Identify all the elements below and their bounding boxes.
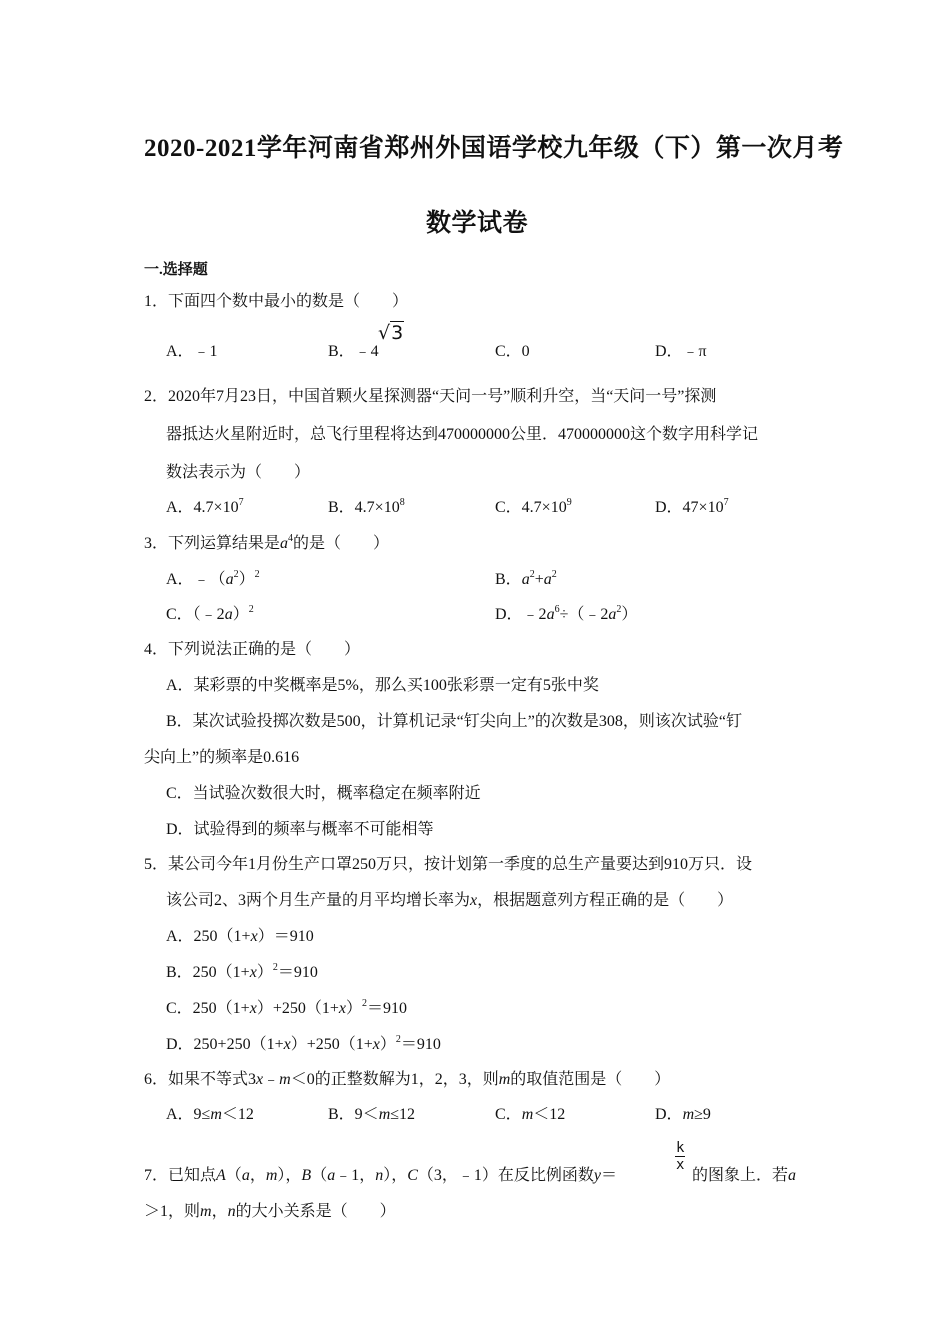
q6-option-a: A．9≤m＜12 [166,1106,254,1123]
q2-stem-line-3: 数法表示为（ ） [166,464,311,481]
q7-fraction-numerator: k [676,1140,685,1156]
q1-option-c: C．0 [495,343,530,360]
q2-option-c [495,498,572,518]
q4-option-b-line-1: B．某次试验投掷次数是500，计算机记录“钉尖向上”的次数是308，则该次试验“钉 [166,713,742,730]
q2-d-exp: 7 [723,497,729,508]
q1-stem: 1．下面四个数中最小的数是（ ） [144,293,409,310]
q3-stem-pre: 3．下列运算结果是 [144,535,281,552]
q6-option-b: B．9＜m≤12 [328,1106,416,1123]
q6-option-c: C．m＜12 [495,1106,566,1123]
q1-radicand: 3 [391,322,404,344]
title-line-2: 数学试卷 [426,210,529,237]
q6-stem-mid: ﹣ [263,1071,280,1088]
q7-fraction [675,1140,685,1173]
q3-stem-exp: 4 [288,533,294,544]
q6-stem-post: ＜0的正整数解为1，2，3，则 [290,1071,499,1088]
q5-line2-post: ，根据题意列方程正确的是（ ） [477,892,734,909]
q5-option-d: D．$250+250(1+x)+250(1+x)^2=910$ [166,1034,441,1053]
q2-option-d [655,498,729,518]
q6-stem-post2: 的取值范围是（ ） [510,1071,671,1088]
q5-option-a: A．250（1+x）＝910 [166,928,314,945]
q7-stem-line-2: ＞1，则m，n的大小关系是（ ） [144,1203,396,1220]
q4-option-c: C．当试验次数很大时，概率稳定在频率附近 [166,785,481,802]
q3-stem-post: 的是（ ） [293,535,390,552]
q5-stem-line-1: 5．某公司今年1月份生产口罩250万只，按计划第一季度的总生产量要达到910万只．设 [144,856,753,873]
q2-a-text: A．4.7×10 [166,499,239,516]
q7-fraction-denominator: x [676,1157,685,1173]
q6-stem: 6．如果不等式3x﹣m＜0的正整数解为1，2，3，则m的取值范围是（ ） [144,1071,671,1088]
q2-option-a [166,498,244,518]
q2-stem-line-1: 2．2020年7月23日，中国首颗火星探测器“天问一号”顺利升空，当“天问一号”探测 [144,388,717,405]
q2-option-b [328,498,405,518]
q2-c-text: C．4.7×10 [495,499,567,516]
q2-stem-line-2: 器抵达火星附近时，总飞行里程将达到470000000公里．470000000这个数字用科学记 [166,426,759,443]
q2-a-exp: 7 [238,497,244,508]
q3-stem-var: a [280,535,289,552]
q4-option-b-line-2: 尖向上”的频率是0.616 [144,749,300,766]
q5-stem-line-2 [166,891,733,911]
title-line-1: 2020-2021学年河南省郑州外国语学校九年级（下）第一次月考 [144,135,844,162]
q1-option-d: D．﹣π [655,343,707,360]
q4-option-a: A．某彩票的中奖概率是5%，那么买100张彩票一定有5张中奖 [166,677,599,694]
q2-c-exp: 9 [566,497,572,508]
q5-line2-pre: 该公司2、3两个月生产量的月平均增长率为 [166,892,471,909]
q6-stem-pre: 6．如果不等式3 [144,1071,257,1088]
q2-b-exp: 8 [399,497,405,508]
q3-option-c: C．（﹣2a）$^2$ [166,604,254,623]
q2-d-text: D．47×10 [655,499,724,516]
q4-option-d: D．试验得到的频率与概率不可能相等 [166,821,434,838]
q3-option-a: A．$﹣(a^2)^2$ [166,569,260,588]
q7-stem-line-1-left: 7．已知点A（a，m），B（a﹣1，n），C（3，﹣1）在反比例函数y＝ [144,1167,618,1184]
q7-line2-end: 的大小关系是（ ） [235,1203,396,1220]
q3-option-b: B．$a^2+a^2$ [495,569,557,588]
q2-b-text: B．4.7×10 [328,499,400,516]
q5-option-c: C．$250(1+x)+250(1+x)^2=910$ [166,998,408,1017]
q6-option-d: D．m≥9 [655,1106,711,1123]
q4-stem: 4．下列说法正确的是（ ） [144,641,361,658]
q5-option-b: B．$250(1+x)^2=910$ [166,962,318,981]
section-heading: 一.选择题 [144,262,208,278]
q5-line2-var: x [470,892,478,909]
q1-option-b [328,342,379,362]
q1-sqrt3: √3 [378,322,404,344]
q3-option-d: D．$﹣2a^6\div(﹣2a^2)$ [495,604,638,623]
q7-stem-line-1-right: 的图象上．若a [692,1167,797,1184]
q3-stem [144,534,389,554]
q1-option-b-text: B．﹣4 [328,343,379,360]
q1-option-a: A．﹣1 [166,343,218,360]
